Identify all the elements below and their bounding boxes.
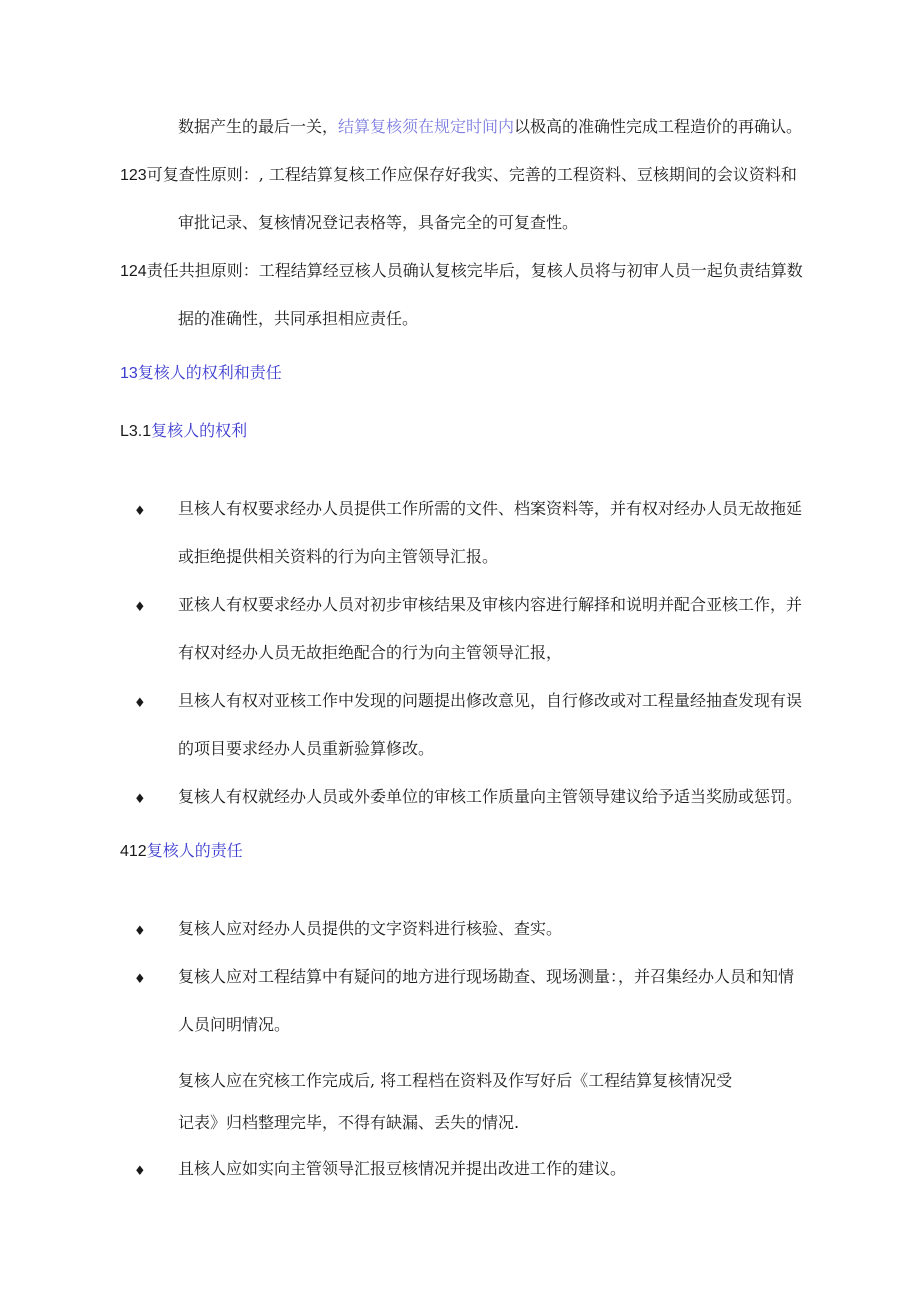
clause-number: 123 [120,167,147,184]
bullet-icon: ♦ [134,600,146,615]
section-heading-412 [120,840,243,863]
section-heading-131 [120,420,247,443]
list-item-continuation: 人员问明情况。 [178,1015,291,1034]
list-item-continuation: 有权对经办人员无故拒绝配合的行为向主管领导汇报， [178,643,563,662]
bullet-icon: ♦ [134,504,146,519]
heading-title: 复核人的责任 [146,841,243,860]
heading-number: 13 [120,365,138,382]
paragraph-line: 记表》归档整理完毕，不得有缺漏、丢失的情况. [178,1113,520,1132]
list-item: 复核人应对工程结算中有疑问的地方进行现场勘查、现场测量：，并召集经办人员和知情 [178,967,795,986]
bullet-icon: ♦ [134,792,146,807]
list-item: 且核人应如实向主管领导汇报豆核情况并提出改进工作的建议。 [178,1159,627,1178]
clause-text: 可复查性原则：, 工程结算复核工作应保存好我实、完善的工程资料、豆核期间的会议资料和 [146,165,797,184]
bullet-icon: ♦ [134,696,146,711]
paragraph-line [178,116,802,138]
list-item: 亚核人有权要求经办人员对初步审核结果及审核内容进行解择和说明并配合亚核工作，并 [178,595,803,614]
clause-124 [120,260,803,283]
list-item: 旦核人有权要求经办人员提供工作所需的文件、档案资料等，并有权对经办人员无故拖延 [178,499,803,518]
highlighted-text: 结算复核须在规定时间内 [338,117,515,136]
text-segment: 以极高的准确性完成工程造价的再确认。 [514,117,803,136]
list-item: 旦核人有权对亚核工作中发现的问题提出修改意见，自行修改或对工程量经抽查发现有误 [178,691,803,710]
list-item: 复核人有权就经办人员或外委单位的审核工作质量向主管领导建议给予适当奖励或惩罚。 [178,787,803,806]
bullet-icon: ♦ [134,1164,146,1179]
section-heading-13 [120,362,282,385]
clause-number: 124 [120,263,147,280]
clause-text: 责任共担原则：工程结算经豆核人员确认复核完毕后，复核人员将与初审人员一起负责结算数 [146,261,803,280]
heading-number: L3.1 [120,423,152,440]
heading-title: 复核人的权利 [151,421,248,440]
list-item-continuation: 或拒绝提供相关资料的行为向主管领导汇报。 [178,547,499,566]
clause-123-continuation: 审批记录、复核情况登记表格等，具备完全的可复查性。 [178,213,579,232]
heading-number: 412 [120,843,147,860]
bullet-icon: ♦ [134,972,146,987]
list-item-continuation: 的项目要求经办人员重新验算修改。 [178,739,435,758]
clause-124-continuation: 据的准确性，共同承担相应责任。 [178,309,419,328]
text-segment: 数据产生的最后一关， [178,117,339,136]
list-item: 复核人应对经办人员提供的文字资料进行核验、查实。 [178,919,563,938]
paragraph-line: 复核人应在究核工作完成后, 将工程档在资料及作写好后《工程结算复核情况受 [178,1071,733,1090]
clause-123 [120,164,797,187]
heading-title: 复核人的权利和责任 [137,363,282,382]
bullet-icon: ♦ [134,924,146,939]
